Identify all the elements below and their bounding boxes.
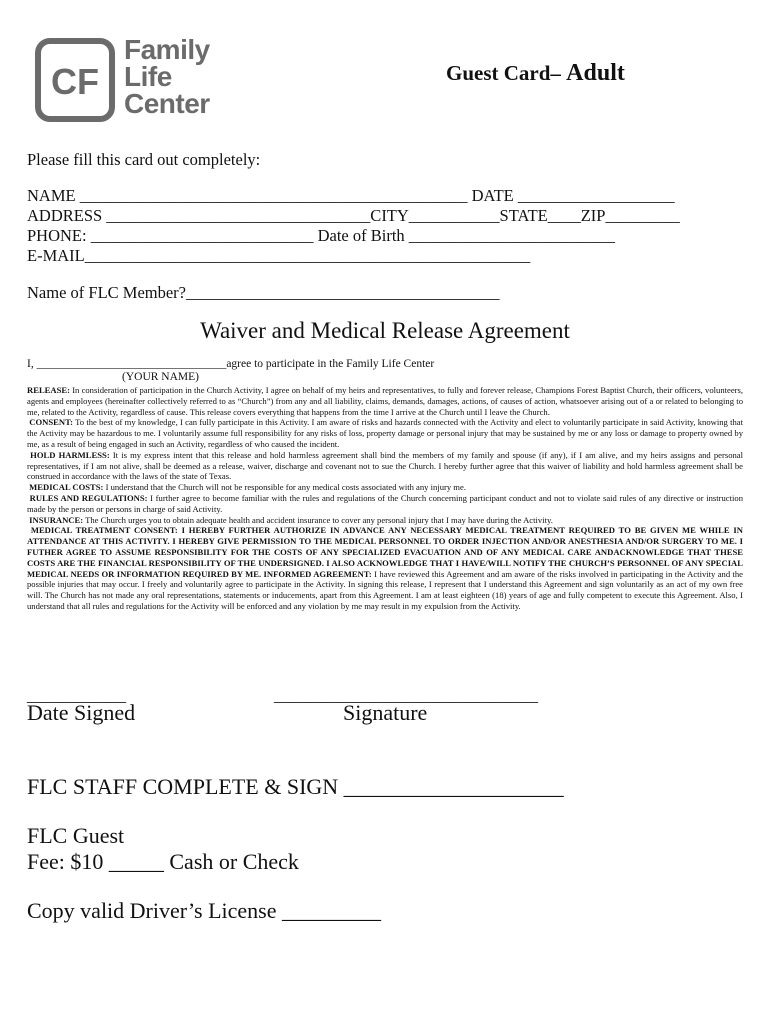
legal-paragraph: HOLD HARMLESS: It is my express intent that this release and hold harmless agreement shall bind the members of my family and spouse (if any), if I am alive, and my heirs assigns and personal representatives, if I am not alive, shall be deemed as a release, waiver, discharge and covenant not to sue the Church. I hereby further agree that this waiver of liability and hold harmless agreement shall be construed in accordance with the laws of the state of Texas.: [27, 449, 743, 482]
waiver-legal-text: [27, 385, 743, 612]
staff-sign-field[interactable]: FLC STAFF COMPLETE & SIGN ____________________: [27, 774, 564, 799]
agree-line[interactable]: I, _________________________________agree to participate in the Family Life Center: [27, 358, 435, 370]
logo-line: Family: [124, 34, 210, 65]
address-field[interactable]: ADDRESS ________________________________CITY___________STATE____ZIP_________: [27, 206, 680, 225]
your-name-label: (YOUR NAME): [122, 371, 199, 383]
date-signed-line[interactable]: ____________: [27, 686, 126, 705]
page-title: [446, 60, 625, 87]
logo-line: Center: [124, 88, 210, 119]
legal-paragraph: MEDICAL TREATMENT CONSENT: I HEREBY FURTHER AUTHORIZE IN ADVANCE ANY NECESSARY MEDICAL TREATMENT REQUIRED TO BE GIVEN ME WHILE IN ATTENDANCE AT THIS ACTIVITY. I HEREBY GIVE PERMISSION TO THE MEDICAL PERSONNEL TO ORDER INJECTION AND/OR ANESTHESIA AND/OR SURGERY TO ME. I FUTHER AGREE TO ASSUME RESPONSIBILITY FOR THE COSTS OF ANY SPECIALIZED EVACUATION AND OF ANY MEDICAL CARE ANDACKNOWLEDGE THAT THESE COSTS ARE THE FINANCIAL RESPONSIBILITY OF THE UNDERSIGNED. I ALSO ACKNOWLEDGE THAT I HAVE/WILL NOTIFY THE CHURCH’S PERSONNEL OF ANY SPECIAL MEDICAL NEEDS OR INFORMATION REQUIRED BY ME. INFORMED AGREEMENT: I have reviewed this Agreement and am aware of the risks involved in participating in the Activity and the possible injuries that may occur. I freely and voluntarily agree to participate in the Activity. In signing this release, I represent that I understand this Agreement and sign voluntarily as an act of my own free will. The Church has not made any oral representations, statements or inducements, apart from this Agreement. I am at least eighteen (18) years of age and fully competent to execute this Agreement. Also, I understand that all rules and regulations for the Activity will be enforced and any violation by me may result in my expulsion from the Activity.: [27, 525, 743, 611]
title-adult: Adult: [566, 60, 625, 86]
name-field[interactable]: NAME _______________________________________________ DATE ___________________: [27, 186, 675, 205]
date-signed-label: Date Signed: [27, 700, 136, 725]
logo-line: Life: [124, 61, 172, 92]
legal-paragraph: CONSENT: To the best of my knowledge, I can fully participate in this Activity. I am aware of risks and hazards connected with the Activity and elect to voluntarily participate in said Activity, knowing that the Activity may be hazardous to me. I voluntarily assume full responsibility for any risks of loss, property damage or personal injury that may be sustained by me or any loss or damage to property owned by me, as a result of being engaged in such an Activity, regardless of who caused the incident.: [27, 417, 743, 449]
license-field[interactable]: Copy valid Driver’s License _________: [27, 898, 381, 923]
flc-logo-mark: [35, 38, 115, 122]
member-field[interactable]: Name of FLC Member?______________________________________: [27, 283, 500, 302]
instructions-text: Please fill this card out completely:: [27, 150, 261, 169]
legal-paragraph: MEDICAL COSTS: I understand that the Church will not be responsible for any medical costs associated with any injury me.: [29, 482, 466, 493]
flc-logo-text: [124, 36, 210, 117]
logo-icon: [35, 38, 115, 122]
logo-mark-text: CF: [51, 61, 99, 102]
legal-paragraph: RELEASE: In consideration of participation in the Church Activity, I agree on behalf of my heirs and representatives, to fully and forever release, Champions Forest Baptist Church, their officers, volunteers, agents and employees (hereinafter collectively referred to as “Church”) from any and all liability, claims, demands, damages, actions, of causes of action, whatsoever arising out of a or related to belonging to me, related to the Activity, regardless of cause. This release covers everything that happens from the time I arrive at the Church until I leave the Church.: [27, 385, 743, 417]
title-text: Guest Card–: [446, 61, 567, 85]
signature-label: Signature: [343, 700, 428, 725]
flc-guest-label: FLC Guest: [27, 823, 125, 848]
waiver-title: Waiver and Medical Release Agreement: [200, 318, 570, 343]
phone-field[interactable]: PHONE: ___________________________ Date of Birth _________________________: [27, 226, 616, 245]
signature-line[interactable]: ________________________________: [274, 686, 538, 705]
legal-paragraph: RULES AND REGULATIONS: I further agree to become familiar with the rules and regulations of the Church concerning participant conduct and not to violate said rules of any directive or instruction made by the person or persons in charge of said Activity.: [27, 492, 743, 514]
legal-paragraph: INSURANCE: The Church urges you to obtain adequate health and accident insurance to cover any personal injury that I may have during the Activity.: [29, 514, 553, 525]
email-field[interactable]: E-MAIL______________________________________________________: [27, 246, 531, 265]
fee-field[interactable]: Fee: $10 _____ Cash or Check: [27, 849, 299, 874]
